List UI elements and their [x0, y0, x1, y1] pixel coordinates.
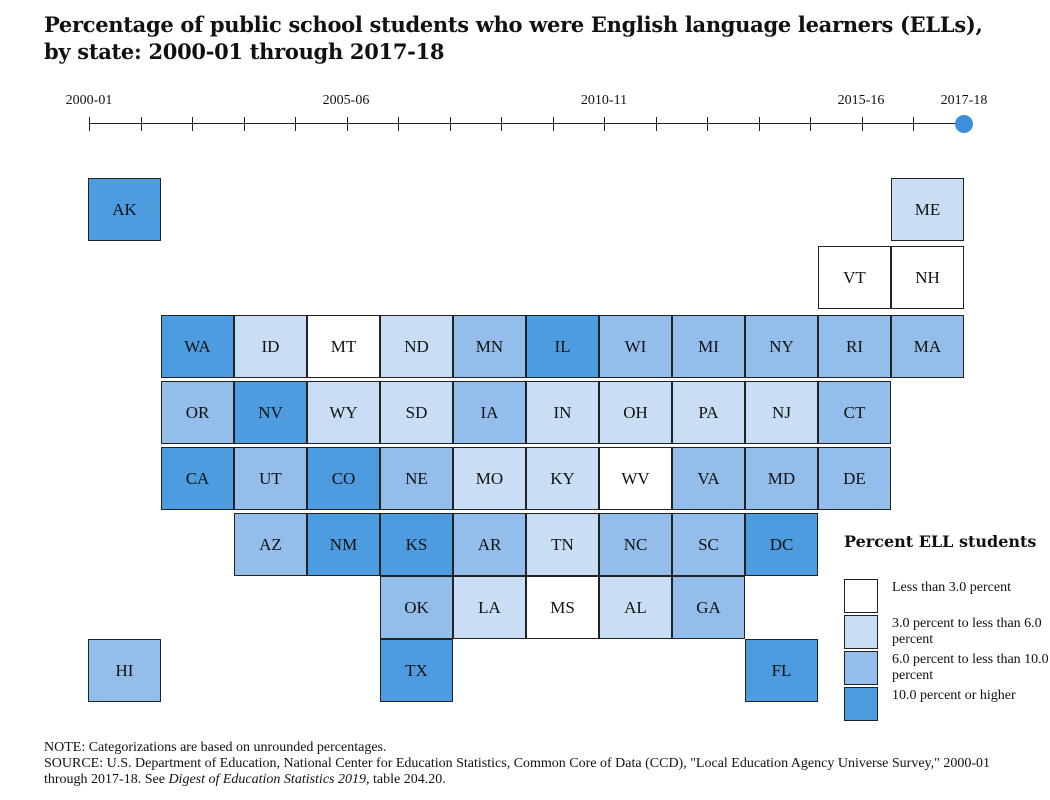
state-tile-il[interactable]: IL — [526, 315, 599, 378]
state-tile-ut[interactable]: UT — [234, 447, 307, 510]
state-tile-sd[interactable]: SD — [380, 381, 453, 444]
state-tile-ak[interactable]: AK — [88, 178, 161, 241]
state-tile-ar[interactable]: AR — [453, 513, 526, 576]
state-tile-hi[interactable]: HI — [88, 639, 161, 702]
source-prefix: SOURCE: U.S. Department of Education, National Center for Education Statistics, Common Core of Data (CCD), "Local Education Agency Universe Survey," 2000-01 through 2017-18. See — [44, 756, 990, 787]
state-tile-nd[interactable]: ND — [380, 315, 453, 378]
state-tile-ks[interactable]: KS — [380, 513, 453, 576]
state-tile-id[interactable]: ID — [234, 315, 307, 378]
state-tile-mi[interactable]: MI — [672, 315, 745, 378]
state-tile-az[interactable]: AZ — [234, 513, 307, 576]
legend-swatch-less-than-3 — [844, 579, 878, 613]
state-tile-dc[interactable]: DC — [745, 513, 818, 576]
note-text: NOTE: Categorizations are based on unrounded percentages. — [44, 740, 387, 755]
state-tile-me[interactable]: ME — [891, 178, 964, 241]
state-tile-ny[interactable]: NY — [745, 315, 818, 378]
state-tile-ca[interactable]: CA — [161, 447, 234, 510]
state-tile-al[interactable]: AL — [599, 576, 672, 639]
legend-label: 3.0 percent to less than 6.0 percent — [892, 616, 1042, 647]
legend-item — [844, 615, 1044, 651]
source-text — [44, 756, 1024, 788]
state-tile-ri[interactable]: RI — [818, 315, 891, 378]
state-tile-va[interactable]: VA — [672, 447, 745, 510]
timeline-label-2010-11: 2010-11 — [580, 93, 628, 108]
legend-swatch-10-or-higher — [844, 687, 878, 721]
state-tile-nv[interactable]: NV — [234, 381, 307, 444]
state-tile-or[interactable]: OR — [161, 381, 234, 444]
state-tile-ga[interactable]: GA — [672, 576, 745, 639]
legend-label: 6.0 percent to less than 10.0 percent — [892, 652, 1049, 683]
state-tile-oh[interactable]: OH — [599, 381, 672, 444]
state-tile-vt[interactable]: VT — [818, 246, 891, 309]
legend-item — [844, 651, 1049, 687]
state-tile-co[interactable]: CO — [307, 447, 380, 510]
state-tile-mn[interactable]: MN — [453, 315, 526, 378]
legend-item — [844, 687, 1044, 723]
state-tile-wv[interactable]: WV — [599, 447, 672, 510]
state-tile-ma[interactable]: MA — [891, 315, 964, 378]
state-tile-ct[interactable]: CT — [818, 381, 891, 444]
state-tile-nh[interactable]: NH — [891, 246, 964, 309]
state-tile-wi[interactable]: WI — [599, 315, 672, 378]
state-tile-ms[interactable]: MS — [526, 576, 599, 639]
state-tile-ky[interactable]: KY — [526, 447, 599, 510]
state-tile-mt[interactable]: MT — [307, 315, 380, 378]
state-tile-la[interactable]: LA — [453, 576, 526, 639]
state-tile-nc[interactable]: NC — [599, 513, 672, 576]
state-tile-wy[interactable]: WY — [307, 381, 380, 444]
state-tile-wa[interactable]: WA — [161, 315, 234, 378]
legend-swatch-3-to-6 — [844, 615, 878, 649]
chart-title: Percentage of public school students who were English language learners (ELLs), by state: 2000-01 through 2017-18 — [44, 12, 983, 64]
timeline-label-2015-16: 2015-16 — [837, 93, 885, 108]
state-tile-sc[interactable]: SC — [672, 513, 745, 576]
state-tile-tx[interactable]: TX — [380, 639, 453, 702]
state-tile-in[interactable]: IN — [526, 381, 599, 444]
legend-swatch-6-to-10 — [844, 651, 878, 685]
state-tile-pa[interactable]: PA — [672, 381, 745, 444]
legend-label: Less than 3.0 percent — [892, 580, 1011, 595]
legend-label: 10.0 percent or higher — [892, 688, 1016, 703]
legend-item — [844, 579, 1044, 615]
state-tile-nj[interactable]: NJ — [745, 381, 818, 444]
state-tile-ok[interactable]: OK — [380, 576, 453, 639]
legend-title: Percent ELL students — [844, 532, 1037, 551]
legend — [844, 532, 1049, 703]
state-tile-ia[interactable]: IA — [453, 381, 526, 444]
state-tile-tn[interactable]: TN — [526, 513, 599, 576]
state-tile-fl[interactable]: FL — [745, 639, 818, 702]
source-publication: Digest of Education Statistics 2019, — [168, 772, 370, 787]
state-tile-md[interactable]: MD — [745, 447, 818, 510]
state-tile-nm[interactable]: NM — [307, 513, 380, 576]
footnotes — [44, 740, 1024, 788]
state-tile-mo[interactable]: MO — [453, 447, 526, 510]
state-tile-ne[interactable]: NE — [380, 447, 453, 510]
source-suffix: table 204.20. — [369, 772, 446, 787]
timeline-label-2017-18: 2017-18 — [940, 93, 988, 108]
timeline-label-2000-01: 2000-01 — [65, 93, 113, 108]
timeline-label-2005-06: 2005-06 — [322, 93, 370, 108]
state-tile-de[interactable]: DE — [818, 447, 891, 510]
